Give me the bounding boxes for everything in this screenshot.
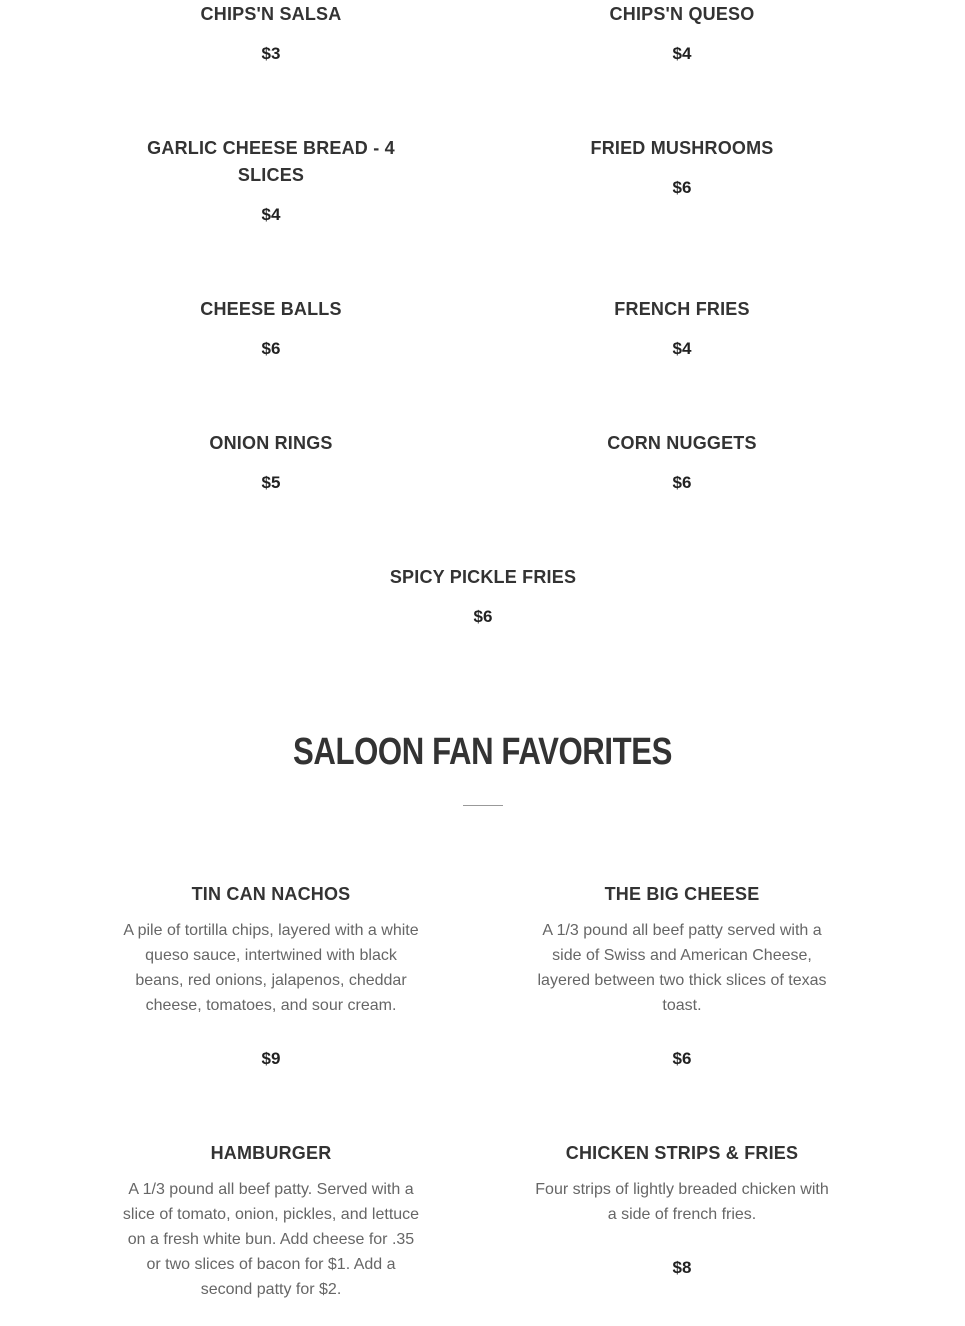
item-price: $6 (473, 607, 493, 626)
item-name: SPICY PICKLE FRIES (389, 567, 577, 587)
menu-item (532, 1, 832, 64)
menu-item (532, 430, 832, 493)
item-price: $6 (672, 1049, 692, 1068)
item-name: FRIED MUSHROOMS (590, 138, 774, 158)
section-divider (463, 805, 503, 806)
menu-item (332, 564, 634, 627)
item-price: $8 (672, 1258, 692, 1277)
item-price: $3 (261, 44, 281, 63)
item-description: Four strips of lightly breaded chicken with a side of french fries. (535, 1181, 829, 1223)
menu-item (120, 135, 422, 225)
menu-item (120, 881, 422, 1069)
item-name: ONION RINGS (209, 433, 333, 453)
item-price: $4 (672, 339, 692, 358)
section-title: SALOON FAN FAVORITES (292, 731, 673, 773)
menu-item (120, 430, 422, 493)
item-description: A 1/3 pound all beef patty served with a side of Swiss and American Cheese, layered between two thick slices of texas toast. (537, 922, 827, 1014)
menu-item (120, 1140, 422, 1302)
item-price: $4 (672, 44, 692, 63)
item-name: CHIPS'N QUESO (609, 4, 755, 24)
item-name: THE BIG CHEESE (604, 884, 760, 904)
menu-item (532, 881, 832, 1069)
item-price: $9 (261, 1049, 281, 1068)
item-name: HAMBURGER (210, 1143, 332, 1163)
menu-item (532, 135, 832, 198)
item-description: A 1/3 pound all beef patty. Served with a slice of tomato, onion, pickles, and lettuce on a fresh white bun. Add cheese for .35 or two slices of bacon for $1. Add a second patty for $2. (122, 1181, 420, 1298)
item-name: CHEESE BALLS (200, 299, 342, 319)
item-description: A pile of tortilla chips, layered with a white queso sauce, intertwined with black beans, red onions, jalapenos, cheddar cheese, tomatoes, and sour cream. (123, 922, 419, 1014)
item-price: $6 (261, 339, 281, 358)
item-price: $6 (672, 178, 692, 197)
menu-item (120, 1, 422, 64)
item-name: CHIPS'N SALSA (200, 4, 342, 24)
item-price: $5 (261, 473, 281, 492)
menu-item (120, 296, 422, 359)
item-name: TIN CAN NACHOS (191, 884, 351, 904)
item-name: CORN NUGGETS (607, 433, 757, 453)
item-name: CHICKEN STRIPS & FRIES (565, 1143, 799, 1163)
item-name: FRENCH FRIES (614, 299, 750, 319)
menu-item (532, 1140, 832, 1278)
item-price: $6 (672, 473, 692, 492)
item-price: $4 (261, 205, 281, 224)
item-name: GARLIC CHEESE BREAD - 4 SLICES (147, 138, 395, 185)
menu-item (532, 296, 832, 359)
